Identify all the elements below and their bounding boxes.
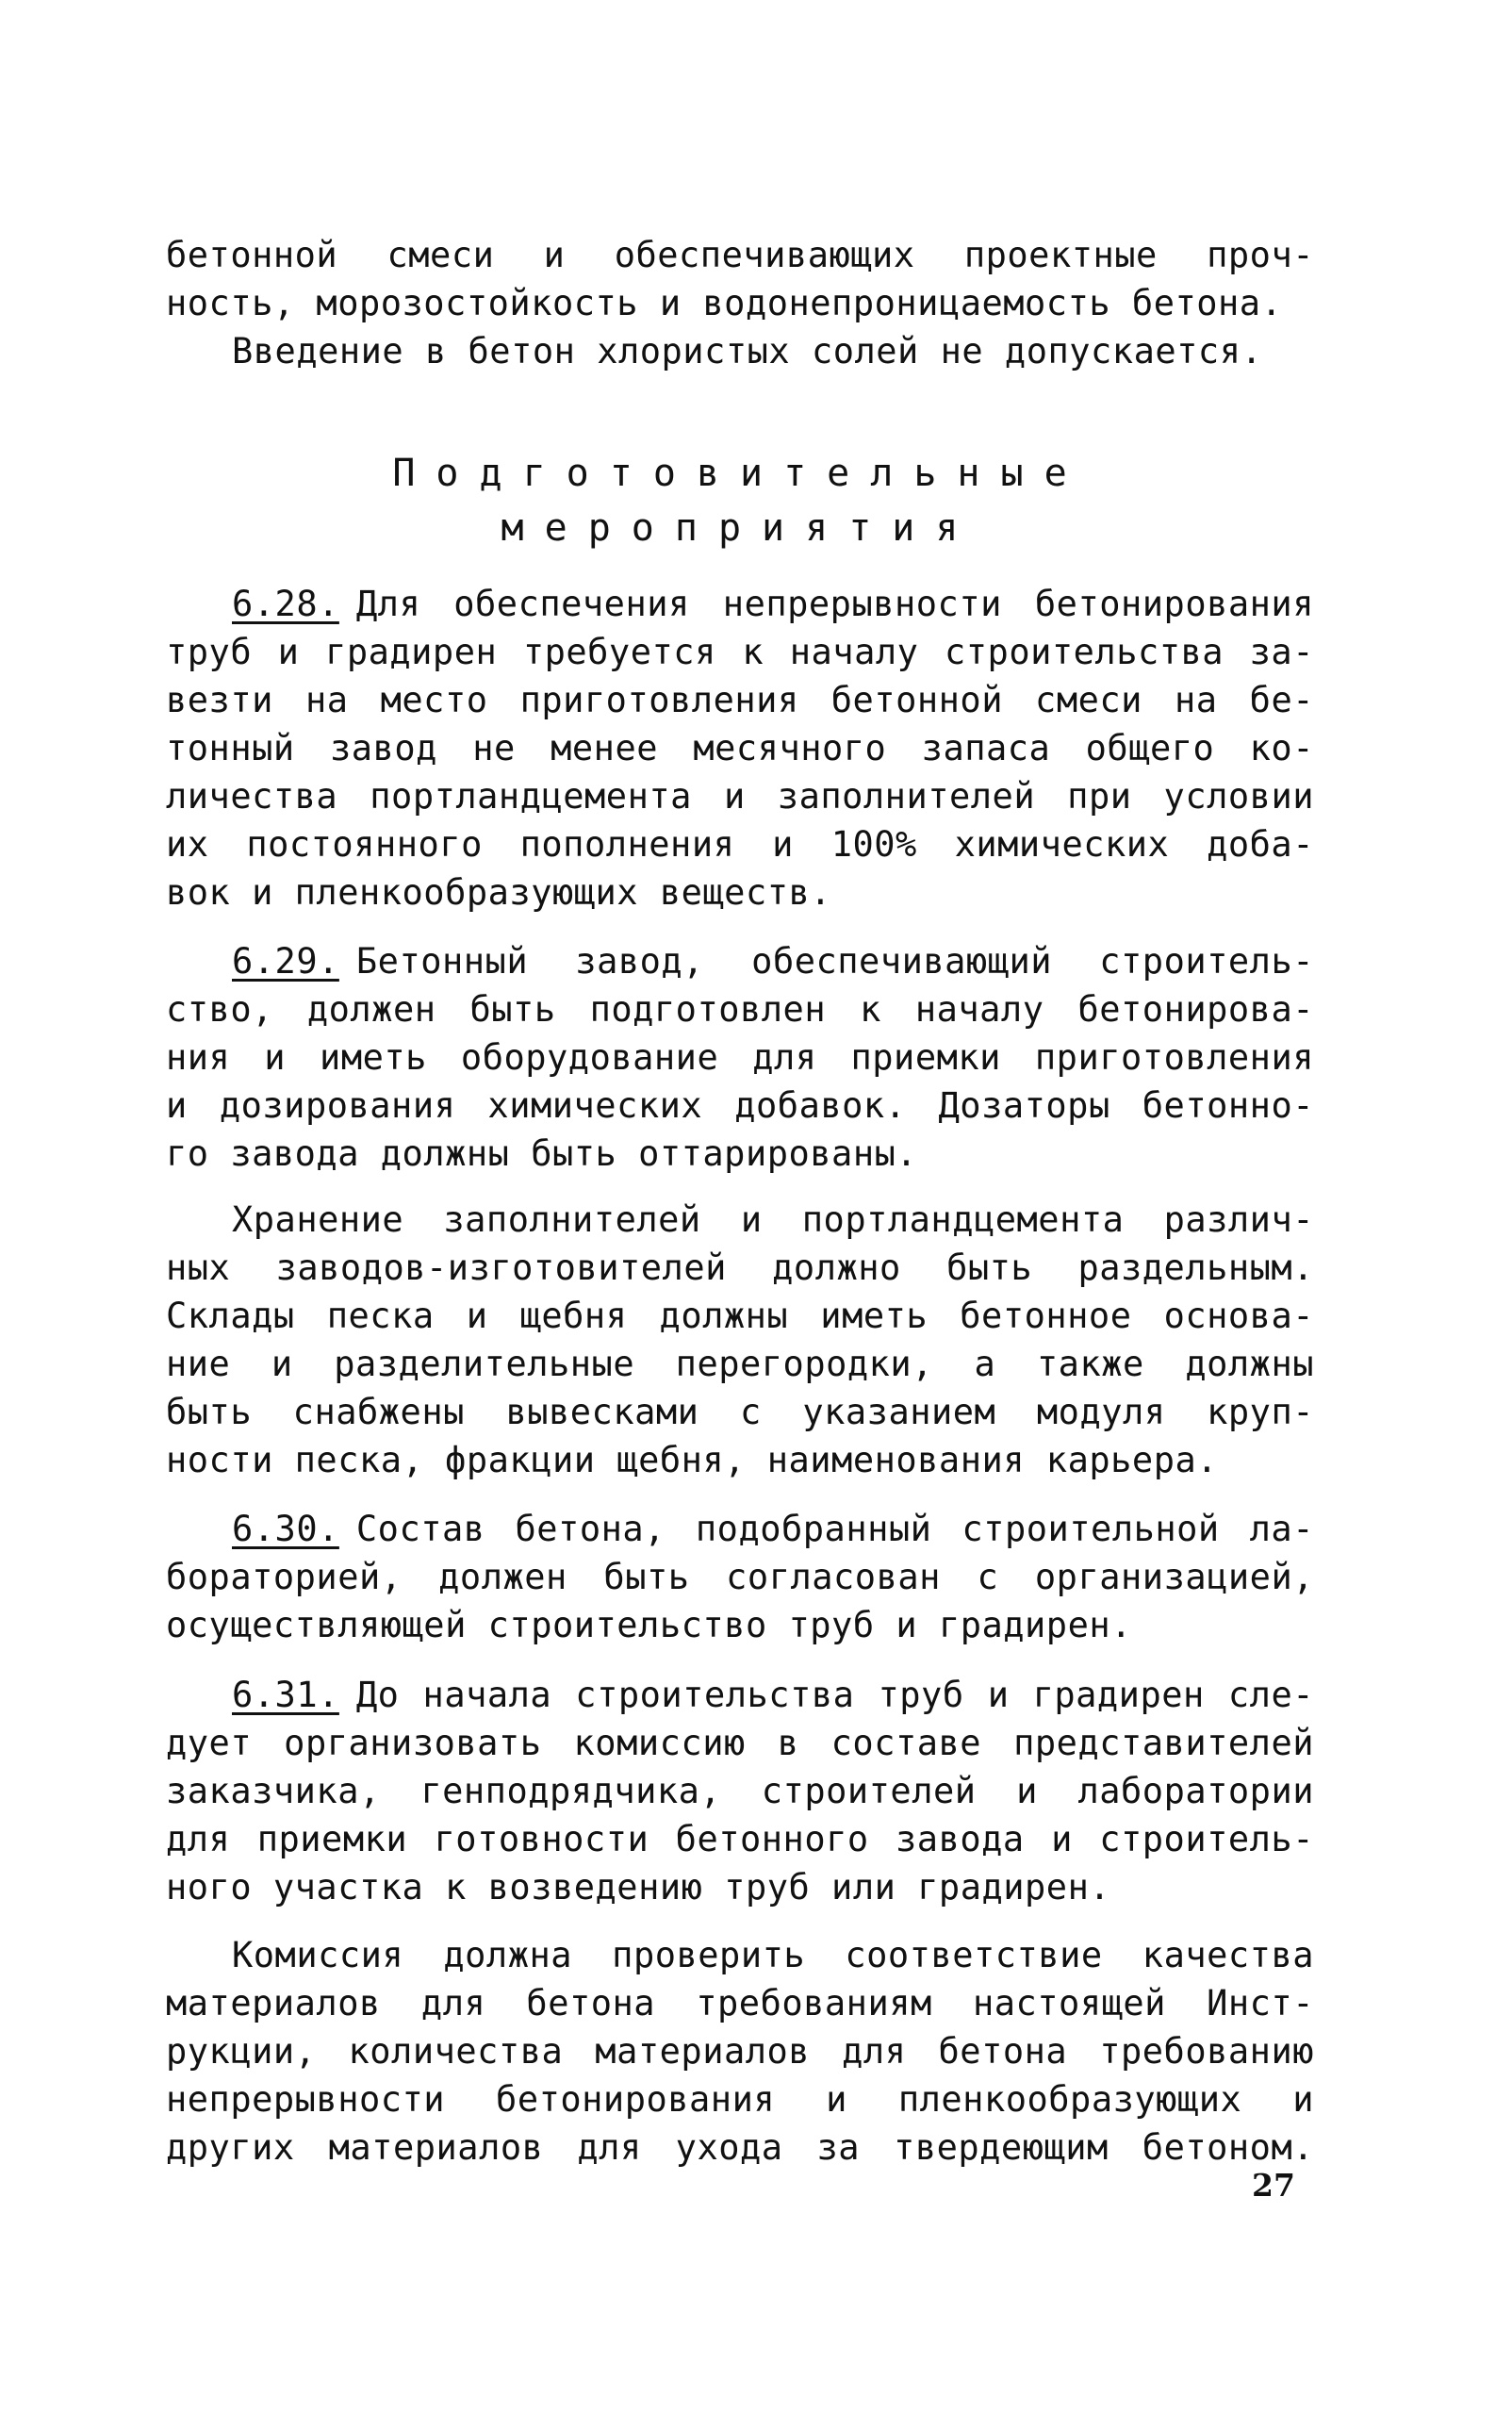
clause-first-line-text: До начала строительства труб и градирен сле-	[355, 1675, 1314, 1715]
paragraph-line: рукции, количества материалов для бетона требованию	[166, 2031, 1314, 2072]
clause-first-line-text: Для обеспечения непрерывности бетонирования	[355, 584, 1314, 624]
clause-first-line	[166, 937, 1314, 985]
paragraph-line: Склады песка и щебня должны иметь бетонное основа-	[166, 1296, 1314, 1336]
clause-6-30	[166, 1505, 1314, 1649]
clause-line: их постоянного пополнения и 100% химических доба-	[166, 824, 1314, 865]
paragraph-line: материалов для бетона требованиям настоящей Инст-	[166, 1983, 1314, 2023]
clause-line: везти на место приготовления бетонной смеси на бе-	[166, 680, 1314, 720]
clause-first-line-text: Бетонный завод, обеспечивающий строитель-	[355, 941, 1314, 982]
clause-number: 6.31.	[232, 1675, 339, 1715]
clause-line: личества портландцемента и заполнителей при условии	[166, 776, 1314, 817]
clause-first-line	[166, 1505, 1314, 1553]
intro-paragraph	[166, 231, 1314, 375]
clause-line: осуществляющей строительство труб и градирен.	[166, 1605, 1132, 1645]
paragraph-first-line: Комиссия должна проверить соответствие качества	[232, 1935, 1314, 1975]
clause-6-28	[166, 580, 1314, 917]
clause-line: тонный завод не менее месячного запаса общего ко-	[166, 728, 1314, 768]
storage-paragraph	[166, 1196, 1314, 1484]
commission-paragraph	[166, 1931, 1314, 2172]
paragraph-line: быть снабжены вывесками с указанием модуля круп-	[166, 1392, 1314, 1432]
clause-line: го завода должны быть оттарированы.	[166, 1133, 918, 1174]
clause-number: 6.28.	[232, 584, 339, 624]
section-heading-line-2: мероприятия	[501, 506, 979, 550]
clause-line: ного участка к возведению труб или градирен.	[166, 1867, 1111, 1908]
intro-line-1: бетонной смеси и обеспечивающих проектные проч-	[166, 235, 1314, 275]
section-heading-line-1: Подготовительные	[392, 452, 1088, 495]
clause-line: заказчика, генподрядчика, строителей и лаборатории	[166, 1771, 1314, 1811]
clause-line: ство, должен быть подготовлен к началу бетонирова-	[166, 989, 1314, 1030]
paragraph-line: других материалов для ухода за твердеющим бетоном.	[166, 2127, 1314, 2168]
clause-line: для приемки готовности бетонного завода и строитель-	[166, 1819, 1314, 1859]
clause-first-line	[166, 580, 1314, 628]
paragraph-line: ных заводов-изготовителей должно быть раздельным.	[166, 1247, 1314, 1288]
clause-first-line-text: Состав бетона, подобранный строительной ла-	[355, 1509, 1314, 1549]
intro-line-3: Введение в бетон хлористых солей не допускается.	[232, 331, 1263, 372]
paragraph-first-line: Хранение заполнителей и портландцемента различ-	[232, 1199, 1314, 1240]
clause-6-31	[166, 1671, 1314, 1911]
clause-line: ния и иметь оборудование для приемки приготовления	[166, 1037, 1314, 1078]
clause-line: вок и пленкообразующих веществ.	[166, 872, 832, 913]
paragraph-line: ние и разделительные перегородки, а также должны	[166, 1344, 1314, 1384]
clause-first-line	[166, 1671, 1314, 1719]
clause-6-29	[166, 937, 1314, 1178]
clause-line: дует организовать комиссию в составе представителей	[166, 1723, 1314, 1763]
page-number: 27	[1252, 2167, 1295, 2204]
clause-line: труб и градирен требуется к началу строительства за-	[166, 632, 1314, 672]
clause-line: бораторией, должен быть согласован с организацией,	[166, 1557, 1314, 1597]
intro-line-2: ность, морозостойкость и водонепроницаемость бетона.	[166, 283, 1283, 323]
clause-number: 6.30.	[232, 1509, 339, 1549]
clause-line: и дозирования химических добавок. Дозаторы бетонно-	[166, 1085, 1314, 1126]
clause-number: 6.29.	[232, 941, 339, 982]
paragraph-line: непрерывности бетонирования и пленкообразующих и	[166, 2079, 1314, 2120]
section-heading	[166, 446, 1314, 555]
paragraph-line: ности песка, фракции щебня, наименования карьера.	[166, 1440, 1219, 1480]
